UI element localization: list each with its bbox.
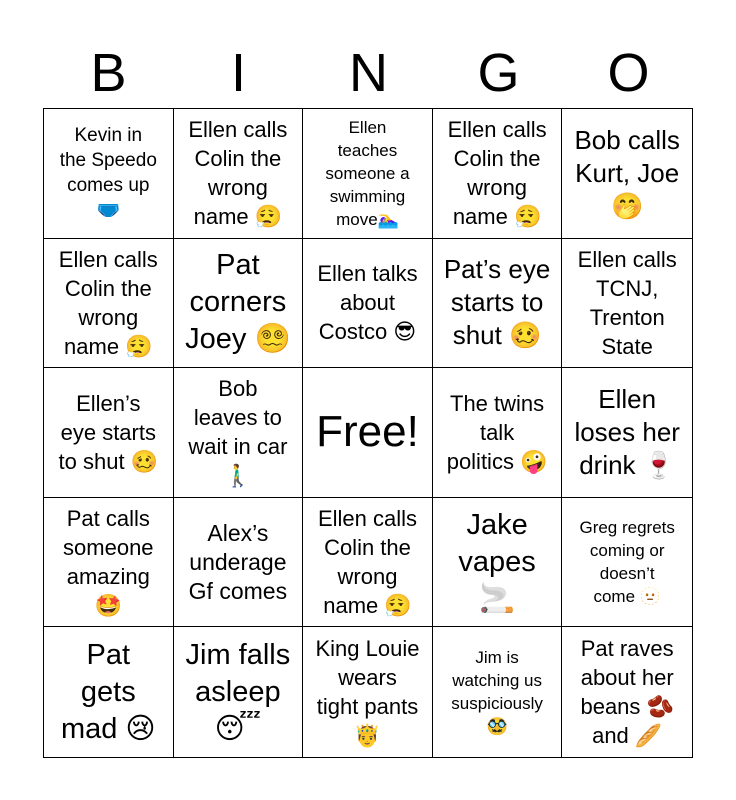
cell-text: Ellen calls Colin the wrong name 😮‍💨: [317, 506, 418, 619]
cell-text: Ellen calls Colin the wrong name 😮‍💨: [188, 117, 288, 230]
cell-text: King Louie wears tight pants 🤴: [315, 636, 420, 749]
bingo-cell[interactable]: [44, 368, 174, 498]
cell-text: Ellen loses her drink 🍷: [574, 383, 680, 480]
header-letter-n: N: [349, 43, 389, 103]
free-space-text: Free!: [316, 407, 419, 457]
header-letter-b: B: [90, 43, 128, 103]
bingo-cell[interactable]: [44, 627, 174, 757]
bingo-cell[interactable]: [433, 239, 563, 369]
bingo-cell[interactable]: [44, 498, 174, 628]
bingo-cell[interactable]: [562, 498, 692, 628]
cell-text: Pat gets mad 😢: [60, 638, 156, 745]
bingo-cell[interactable]: [44, 109, 174, 239]
bingo-cell[interactable]: [174, 109, 304, 239]
bingo-board: [43, 108, 693, 758]
cell-text: Jake vapes 🚬: [458, 508, 536, 615]
bingo-cell[interactable]: [303, 109, 433, 239]
cell-text: Ellen calls Colin the wrong name 😮‍💨: [58, 246, 158, 359]
bingo-cell[interactable]: [303, 498, 433, 628]
cell-text: Ellen calls TCNJ, Trenton State: [577, 246, 677, 359]
cell-text: Jim is watching us suspiciously 🥸: [451, 648, 543, 737]
cell-text: Ellen calls Colin the wrong name 😮‍💨: [447, 117, 547, 230]
header-letter-i: I: [230, 43, 247, 103]
bingo-cell[interactable]: [433, 627, 563, 757]
cell-text: Bob leaves to wait in car 🚶‍♂️: [188, 376, 288, 489]
cell-text: Pat’s eye starts to shut 🥴: [443, 254, 551, 351]
cell-text: Ellen teaches someone a swimming move🏊‍♀️: [325, 117, 410, 229]
cell-text: Jim falls asleep 😴: [185, 638, 291, 745]
bingo-cell[interactable]: [433, 498, 563, 628]
cell-text: Bob calls Kurt, Joe 🤭: [574, 124, 680, 221]
bingo-cell[interactable]: [174, 368, 304, 498]
cell-text: The twins talk politics 🤪: [446, 390, 548, 474]
header-letter-g: G: [477, 43, 521, 103]
bingo-cell[interactable]: [174, 627, 304, 757]
bingo-cell[interactable]: [562, 239, 692, 369]
bingo-cell[interactable]: [433, 368, 563, 498]
bingo-cell[interactable]: [174, 239, 304, 369]
cell-text: Greg regrets coming or doesn’t come 🫥: [579, 518, 675, 607]
bingo-cell[interactable]: [562, 368, 692, 498]
bingo-cell[interactable]: [303, 239, 433, 369]
bingo-header: [44, 38, 694, 108]
bingo-cell[interactable]: [303, 627, 433, 757]
cell-text: Pat raves about her beans 🫘 and 🥖: [580, 636, 674, 749]
cell-text: Pat corners Joey 😵‍💫: [185, 249, 291, 356]
bingo-cell[interactable]: [562, 627, 692, 757]
cell-text: Alex’s underage Gf comes: [188, 519, 288, 604]
bingo-cell[interactable]: [433, 109, 563, 239]
bingo-cell[interactable]: [562, 109, 692, 239]
cell-text: Kevin in the Speedo comes up 🩲: [59, 125, 157, 222]
cell-text: Ellen’s eye starts to shut 🥴: [58, 390, 159, 474]
free-space[interactable]: [303, 368, 433, 498]
bingo-cell[interactable]: [174, 498, 304, 628]
bingo-cell[interactable]: [44, 239, 174, 369]
cell-text: Ellen talks about Costco 😎: [317, 261, 418, 345]
cell-text: Pat calls someone amazing 🤩: [63, 506, 154, 619]
header-letter-o: O: [607, 43, 651, 103]
